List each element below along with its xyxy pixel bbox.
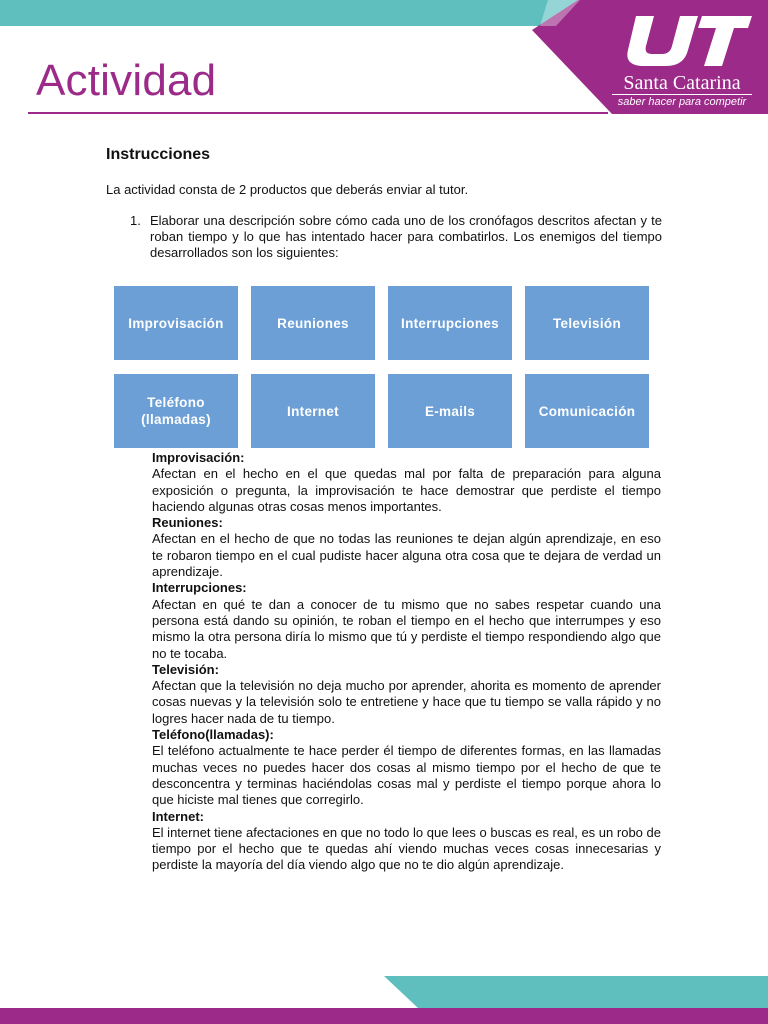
desc-text-television: Afectan que la televisión no deja mucho por aprender, ahorita es momento de aprender cosas nuevas y la televisión solo te entretiene y hace que tu tiempo se valla rápido y no logres hacer nada de tu tiempo. <box>152 678 661 726</box>
desc-text-improvisacion: Afectan en el hecho en el que quedas mal por falta de preparación para alguna exposición o pregunta, la improvisación te hace demostrar que perdiste el tiempo haciendo algunas otras cosas menos importantes. <box>152 466 661 514</box>
desc-text-telefono: El teléfono actualmente te hace perder él tiempo de diferentes formas, en las llamadas muchas veces no puedes hacer dos cosas al mismo tiempo por el hecho de que te desconcentra y terminas haciéndolas cosas mal y perdiste el tiempo porque ahora lo que hiciste mal tienes que corregirlo. <box>152 743 661 808</box>
logo-slogan: saber hacer para competir <box>612 94 752 109</box>
tile-television: Televisión <box>525 286 649 360</box>
desc-term-improvisacion: Improvisación: <box>152 450 245 465</box>
tile-improvisacion: Improvisación <box>114 286 238 360</box>
desc-text-interrupciones: Afectan en qué te dan a conocer de tu mismo que no sabes respetar cuando una persona está dando su opinión, te roban el tiempo en el hecho que interrumpes y eso mismo la otra persona diría lo mismo que tú y perdiste el tiempo respondiendo algo que no te tocaba. <box>152 596 661 661</box>
tile-reuniones: Reuniones <box>251 286 375 360</box>
desc-term-interrupciones: Interrupciones: <box>152 580 247 596</box>
desc-term-television: Televisión: <box>152 661 219 677</box>
logo-text <box>612 72 752 109</box>
tile-interrupciones: Interrupciones <box>388 286 512 360</box>
time-thieves-grid <box>114 286 650 448</box>
desc-term-reuniones: Reuniones: <box>152 515 223 531</box>
instructions-heading: Instrucciones <box>106 146 211 163</box>
title-divider <box>28 112 608 114</box>
descriptions-list <box>152 450 661 874</box>
tile-internet: Internet <box>251 374 375 448</box>
desc-text-reuniones: Afectan en el hecho de que no todas las reuniones te dejan algún aprendizaje, en eso te robaron tiempo en el cual pudiste hacer alguna otra cosa que te dejara de verdad un aprendizaje. <box>152 531 661 580</box>
tile-comunicacion: Comunicación <box>525 374 649 448</box>
tile-telefono: Teléfono (llamadas) <box>114 374 238 448</box>
list-item-number: 1. <box>130 213 141 228</box>
footer-decoration <box>0 972 768 1024</box>
list-item-text: Elaborar una descripción sobre cómo cada uno de los cronófagos descritos afectan y te roban tiempo y lo que has intentado hacer para combatirlos. Los enemigos del tiempo desarrollados son los siguientes: <box>150 213 662 260</box>
intro-paragraph: La actividad consta de 2 productos que deberás enviar al tutor. <box>106 182 469 197</box>
instructions-section <box>106 146 662 261</box>
desc-text-internet: El internet tiene afectaciones en que no todo lo que lees o buscas es real, es un robo de tiempo por el hecho que te quedas ahí viendo muchas veces cosas innecesarias y perdiste la mayoría del día viendo algo que no te dio algún aprendizaje. <box>152 824 661 873</box>
desc-term-telefono: Teléfono(llamadas): <box>152 727 274 743</box>
list-item-1 <box>106 213 662 261</box>
tile-emails: E-mails <box>388 374 512 448</box>
desc-term-internet: Internet: <box>152 808 204 824</box>
page-title: Actividad <box>36 56 217 105</box>
logo-campus: Santa Catarina <box>623 72 741 94</box>
